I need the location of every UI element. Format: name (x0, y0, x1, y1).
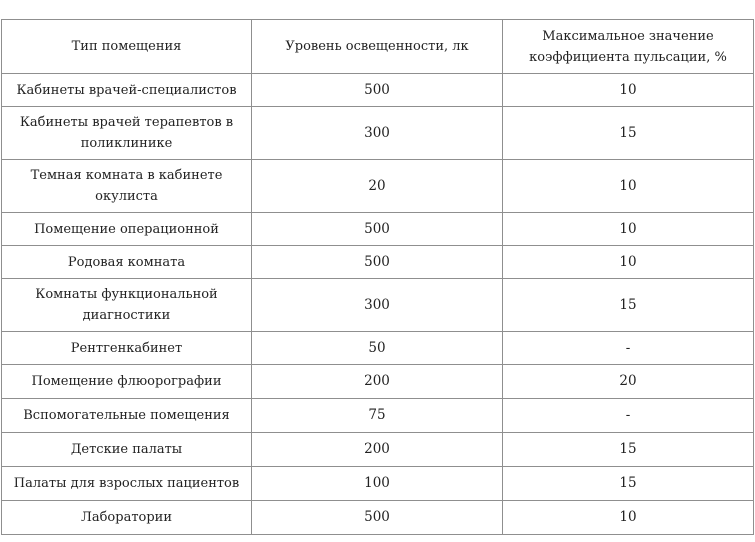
lux-cell: 50 (252, 332, 503, 365)
header-pulsation: Максимальное значение коэффициента пульсации, % (503, 20, 754, 74)
lighting-norms-table (1, 19, 754, 535)
pulse-cell: 10 (503, 213, 754, 246)
table-row (2, 365, 754, 399)
room-cell: Помещение флюорографии (2, 365, 252, 399)
room-cell: Детские палаты (2, 433, 252, 467)
pulse-cell: 15 (503, 107, 754, 160)
table-row (2, 213, 754, 246)
lux-cell: 500 (252, 501, 503, 535)
table-row (2, 160, 754, 213)
room-cell: Кабинеты врачей-специалистов (2, 74, 252, 107)
header-illuminance: Уровень освещенности, лк (252, 20, 503, 74)
room-cell: Комнаты функциональной диагностики (2, 279, 252, 332)
pulse-cell: 15 (503, 279, 754, 332)
table-row (2, 332, 754, 365)
lux-cell: 200 (252, 365, 503, 399)
pulse-cell: 15 (503, 467, 754, 501)
room-cell: Родовая комната (2, 246, 252, 279)
lux-cell: 500 (252, 74, 503, 107)
room-cell: Лаборатории (2, 501, 252, 535)
lux-cell: 200 (252, 433, 503, 467)
room-cell: Палаты для взрослых пациентов (2, 467, 252, 501)
table-row (2, 501, 754, 535)
table-row (2, 246, 754, 279)
table-row (2, 107, 754, 160)
lux-cell: 100 (252, 467, 503, 501)
table-row (2, 279, 754, 332)
pulse-cell: - (503, 399, 754, 433)
room-cell: Кабинеты врачей терапевтов в поликлинике (2, 107, 252, 160)
pulse-cell: 10 (503, 246, 754, 279)
room-cell: Вспомогательные помещения (2, 399, 252, 433)
table-row (2, 74, 754, 107)
pulse-cell: 10 (503, 74, 754, 107)
pulse-cell: 20 (503, 365, 754, 399)
pulse-cell: 10 (503, 160, 754, 213)
pulse-cell: - (503, 332, 754, 365)
lux-cell: 75 (252, 399, 503, 433)
room-cell: Рентгенкабинет (2, 332, 252, 365)
header-room-type: Тип помещения (2, 20, 252, 74)
pulse-cell: 10 (503, 501, 754, 535)
table-row (2, 467, 754, 501)
lux-cell: 300 (252, 279, 503, 332)
lux-cell: 500 (252, 213, 503, 246)
table-header-row (2, 20, 754, 74)
room-cell: Помещение операционной (2, 213, 252, 246)
lux-cell: 500 (252, 246, 503, 279)
table-row (2, 399, 754, 433)
table-row (2, 433, 754, 467)
pulse-cell: 15 (503, 433, 754, 467)
lux-cell: 20 (252, 160, 503, 213)
lux-cell: 300 (252, 107, 503, 160)
room-cell: Темная комната в кабинете окулиста (2, 160, 252, 213)
